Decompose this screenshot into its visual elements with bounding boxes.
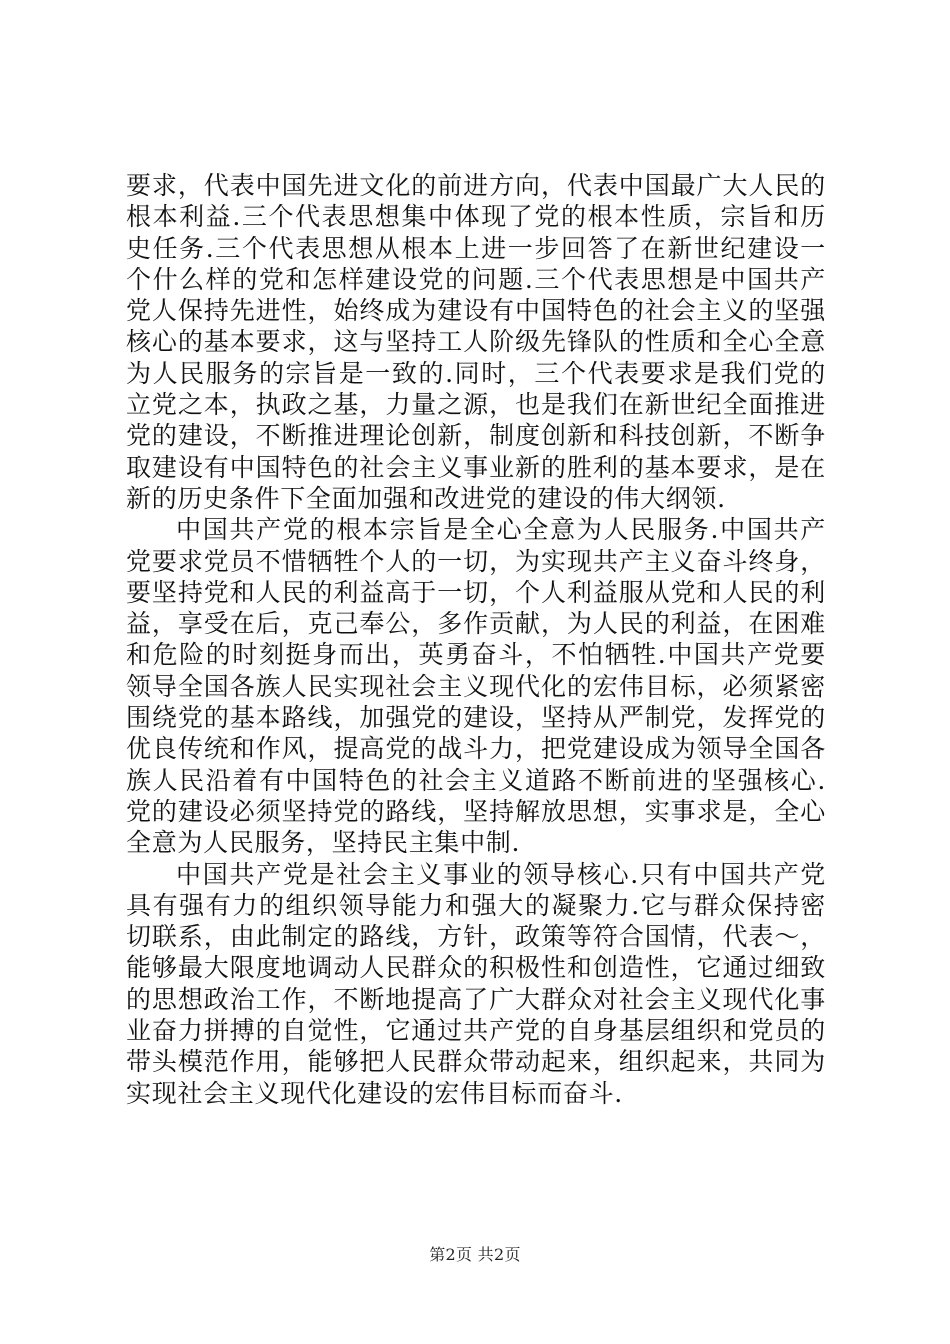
document-body (126, 170, 826, 1109)
page-number-footer: 第2页 共2页 (429, 1245, 521, 1264)
paragraph-3: 中国共产党是社会主义事业的领导核心.只有中国共产党具有强有力的组织领导能力和强大的凝聚力.它与群众保持密切联系，由此制定的路线，方针，政策等符合国情，代表～，能够最大限度地调动人民群众的积极性和创造性，它通过细致的思想政治工作，不断地提高了广大群众对社会主义现代化事业奋力拼搏的自觉性，它通过共产党的自身基层组织和党员的带头模范作用，能够把人民群众带动起来，组织起来，共同为实现社会主义现代化建设的宏伟目标而奋斗. (126, 859, 826, 1108)
paragraph-1: 要求，代表中国先进文化的前进方向，代表中国最广大人民的根本利益.三个代表思想集中体现了党的根本性质，宗旨和历史任务.三个代表思想从根本上进一步回答了在新世纪建设一个什么样的党和怎样建设党的问题.三个代表思想是中国共产党人保持先进性，始终成为建设有中国特色的社会主义的坚强核心的基本要求，这与坚持工人阶级先锋队的性质和全心全意为人民服务的宗旨是一致的.同时，三个代表要求是我们党的立党之本，执政之基，力量之源，也是我们在新世纪全面推进党的建设，不断推进理论创新，制度创新和科技创新，不断争取建设有中国特色的社会主义事业新的胜利的基本要求，是在新的历史条件下全面加强和改进党的建设的伟大纲领. (126, 171, 826, 513)
paragraph-2: 中国共产党的根本宗旨是全心全意为人民服务.中国共产党要求党员不惜牺牲个人的一切，为实现共产主义奋斗终身，要坚持党和人民的利益高于一切，个人利益服从党和人民的利益，享受在后，克己奉公，多作贡献，为人民的利益，在困难和危险的时刻挺身而出，英勇奋斗，不怕牺牲.中国共产党要领导全国各族人民实现社会主义现代化的宏伟目标，必须紧密围绕党的基本路线，加强党的建设，坚持从严制党，发挥党的优良传统和作风，提高党的战斗力，把党建设成为领导全国各族人民沿着有中国特色的社会主义道路不断前进的坚强核心.党的建设必须坚持党的路线，坚持解放思想，实事求是，全心全意为人民服务，坚持民主集中制. (126, 515, 826, 858)
